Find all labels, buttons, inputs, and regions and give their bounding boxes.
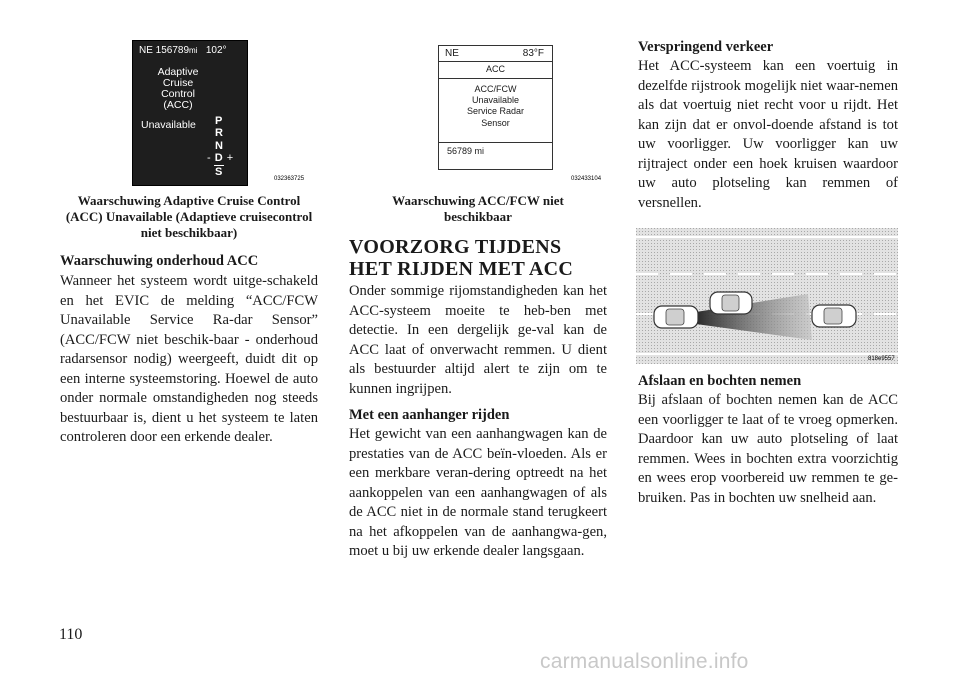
figure-code: 032433104 (571, 176, 602, 182)
lead-vehicle-icon (812, 305, 856, 327)
figure-caption: Waarschuwing ACC/FCW niet beschikbaar (392, 193, 564, 225)
cluster-status-bar (439, 46, 552, 62)
gear-s: S (215, 165, 223, 178)
merging-vehicle-icon (710, 292, 752, 314)
unavailable-label: Unavailable (141, 119, 196, 131)
acc-line: Control (161, 88, 195, 100)
watermark: carmanualsonline.info (540, 650, 749, 673)
acc-line: Adaptive (157, 66, 199, 78)
divider (439, 142, 552, 143)
odometer-unit: mi (189, 46, 198, 55)
body-text: Onder sommige rijomstandigheden kan het ACC-systeem moeite te heb-ben met detectie. In een dergelijk ge-val kan de ACC laat of onverwacht remmen. U dient als bestuurder altijd alert te zijn om te kunnen ingrijpen. (349, 283, 607, 397)
body-text: Wanneer het systeem wordt uitge-schakeld en het EVIC de melding “ACC/FCW Unavailable Service Ra-dar Sensor” (ACC/FCW niet beschik-baar - onderhoud radarsensor nodig) weergeeft, duidt dit op een interne systeemstoring. Hoewel de auto onder normale omstandigheden nog steeds bestuurbaar is, dient u het systeem te laten controleren door een erkende dealer. (60, 273, 318, 445)
compass-odometer: NE 156789 (139, 45, 190, 56)
sub-heading: Met een aanhanger rijden (349, 407, 510, 423)
gear-plus: + (226, 152, 234, 165)
gear-n: N (215, 139, 223, 152)
figure-caption: Waarschuwing Adaptive Cruise Control (ACC) Unavailable (Adaptieve cruisecontrol niet beschikbaar) (65, 193, 313, 241)
acc-mode-label: ACC (485, 64, 505, 74)
gear-minus: - (207, 152, 211, 165)
acc-fcw-cluster-display (438, 45, 553, 170)
cluster-status-bar (139, 45, 227, 56)
acc-line: Cruise (162, 77, 194, 89)
section-heading: Verspringend verkeer (638, 39, 774, 55)
own-vehicle-icon (654, 306, 698, 328)
message-line: ACC/FCW (474, 84, 517, 94)
divider (439, 78, 552, 79)
acc-line: (ACC) (163, 99, 193, 111)
odometer: 56789 mi (447, 146, 485, 156)
gear-d: D (214, 152, 223, 165)
gear-d-row (207, 152, 245, 165)
gear-p: P (215, 115, 223, 127)
road-surface (636, 228, 898, 364)
outside-temp: 83°F (522, 48, 544, 59)
acc-title (133, 67, 223, 111)
figure-code: 032363725 (274, 176, 305, 182)
page-number: 110 (59, 626, 83, 643)
acc-unavailable-cluster-display (132, 40, 248, 186)
offset-vehicle-illustration (636, 228, 898, 364)
outside-temp: 102° (205, 45, 227, 56)
body-text: Het ACC-systeem kan een voertuig in dezelfde rijstrook mogelijk niet waar-nemen als dat voertuig niet recht voor u rijdt. Het kan zijn dat er onvol-doende afstand is tot uw voorligger. Uw voorligger kan uw rijtraject onder een hoek kruisen waardoor uw auto plotseling kan remmen of versnellen. (638, 58, 898, 211)
body-text: Het gewicht van een aanhangwagen kan de prestaties van de ACC beïn-vloeden. Als er een merkbare veran-dering optreedt na het aankoppelen van een aanhangwagen of als de ACC niet in de normale stand terugkeert na het afkoppelen van de aanhangwa-gen, moet u bij uw erkende dealer langsgaan. (349, 426, 607, 559)
gear-indicator (207, 115, 245, 178)
figure-code: 818e9557 (868, 356, 895, 362)
gear-r: R (215, 127, 223, 140)
body-text: Bij afslaan of bochten nemen kan de ACC een voorligger te laat of te vroeg opmerken. Daardoor kan uw auto plotseling of laat remmen. Wees in bochten extra voorzichtig en wees erop voorbereid uw remmen te ge-bruiken. Pas in bochten uw snelheid aan. (638, 392, 898, 506)
message-line: Unavailable (471, 95, 520, 106)
message-line: Sensor (481, 117, 510, 128)
message-line: Service Radar (466, 106, 525, 117)
section-heading: Afslaan en bochten nemen (638, 373, 802, 389)
section-heading: Waarschuwing onderhoud ACC (60, 253, 259, 269)
compass: NE (445, 48, 459, 59)
warning-message (439, 84, 552, 129)
section-title: VOORZORG TIJDENS HET RIJDEN MET ACC (349, 236, 574, 280)
